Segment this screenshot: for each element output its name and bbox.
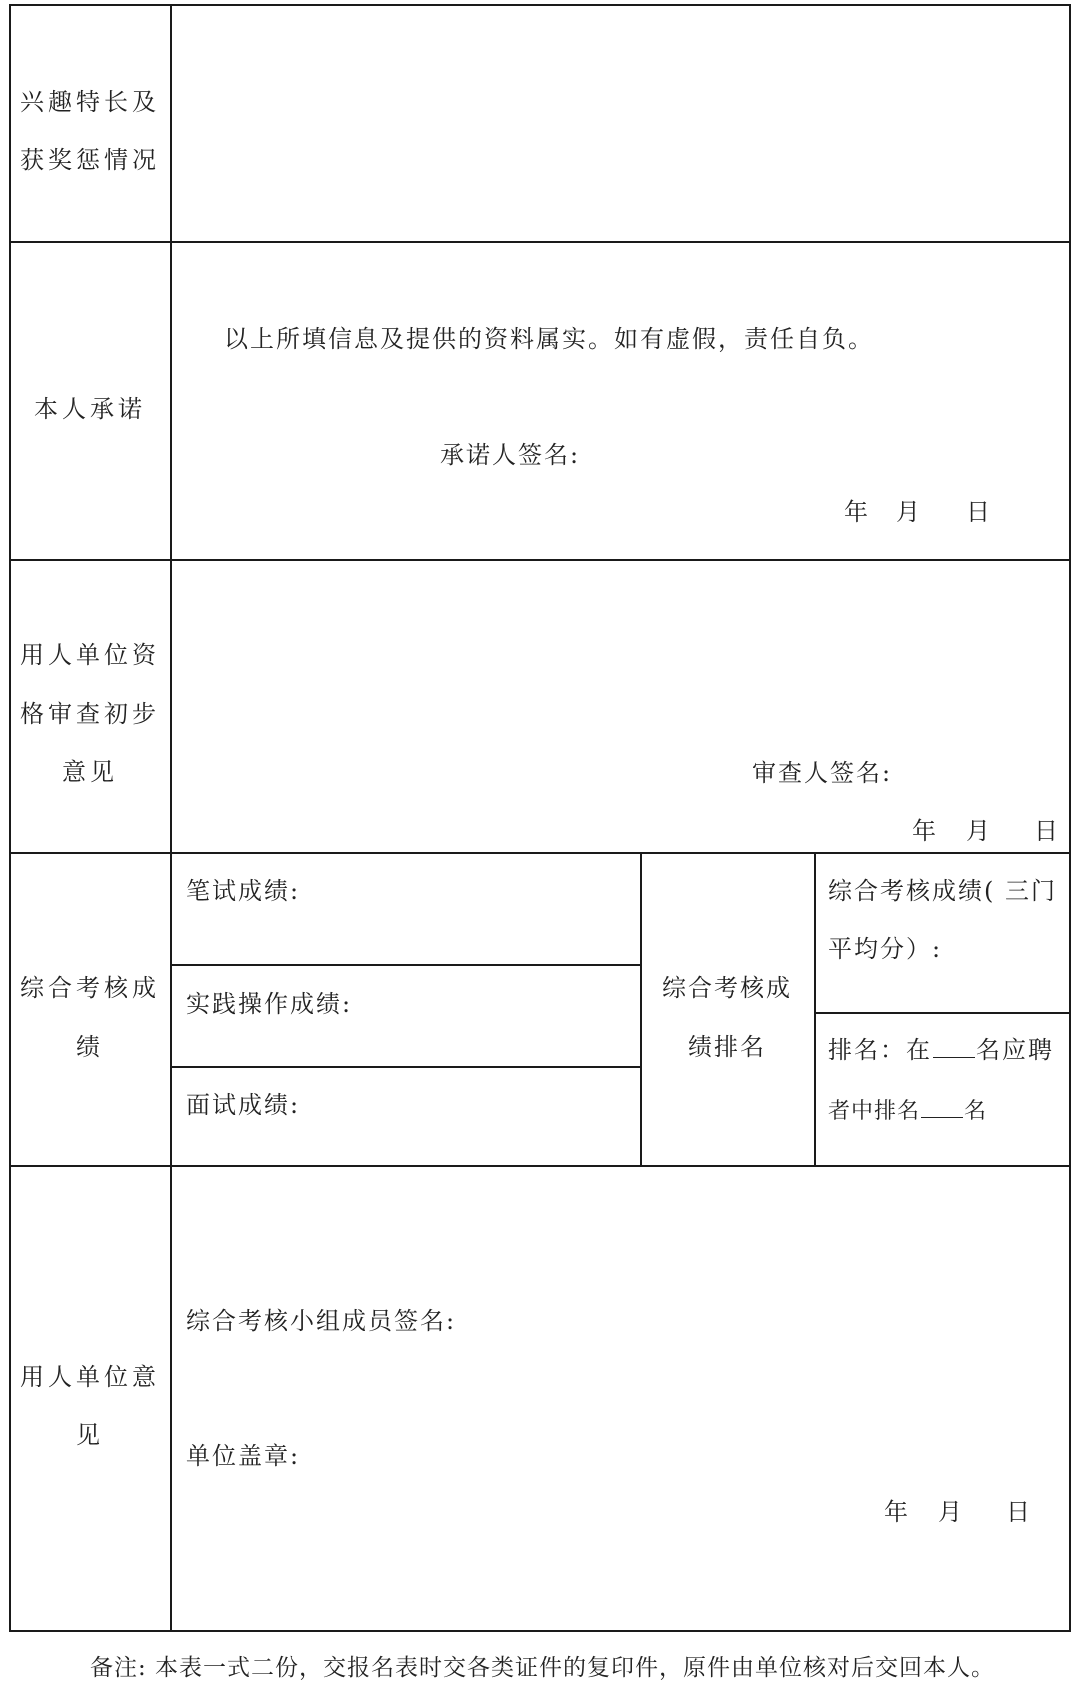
commitment-date-month: 月 (896, 498, 922, 526)
practical-score-field[interactable]: 实践操作成绩: (186, 990, 353, 1018)
review-date-year: 年 (912, 817, 938, 845)
opinion-date-month: 月 (938, 1498, 964, 1526)
average-score-label-line1: 综合考核成绩( 三门 (828, 877, 1057, 905)
panel-signature-field[interactable] (470, 1300, 970, 1340)
rank-sentence-line1 (828, 1036, 1054, 1064)
review-content-cell[interactable] (175, 565, 1065, 745)
opinion-date-day: 日 (1006, 1498, 1032, 1526)
rank-label-line1: 综合考核成 (662, 974, 792, 1002)
commitment-date-year: 年 (844, 498, 870, 526)
panel-signature-label: 综合考核小组成员签名: (186, 1307, 457, 1335)
interview-score-field[interactable]: 面试成绩: (186, 1091, 301, 1119)
review-label-line1: 用人单位资 (20, 641, 160, 669)
unit-seal-label: 单位盖章: (186, 1442, 301, 1470)
score-rank-divider-right (814, 852, 816, 1166)
interests-content-cell[interactable] (175, 10, 1065, 236)
rank-text-part4: 名 (964, 1099, 988, 1124)
average-score-label-line2: 平均分）: (828, 935, 943, 963)
table-border-right (1069, 4, 1071, 1631)
interests-label-line1: 兴趣特长及 (20, 88, 160, 116)
opinion-date-year: 年 (884, 1498, 910, 1526)
review-label-line2: 格审查初步 (20, 700, 160, 728)
applicant-count-blank[interactable] (933, 1037, 975, 1058)
scores-label-line1: 综合考核成 (20, 974, 160, 1002)
rank-sentence-line2 (828, 1097, 987, 1126)
written-score-field[interactable]: 笔试成绩: (186, 877, 301, 905)
label-column-divider (170, 4, 172, 1631)
commitment-signer-label: 承诺人签名: (440, 441, 581, 469)
score-divider-written (170, 964, 641, 966)
score-divider-practical (170, 1066, 641, 1068)
scores-label-line2: 绩 (76, 1033, 104, 1061)
rank-position-blank[interactable] (921, 1097, 963, 1118)
commitment-signature-field[interactable] (582, 436, 882, 472)
rank-label-line2: 绩排名 (688, 1033, 766, 1061)
table-border-top (9, 4, 1071, 6)
commitment-date-day: 日 (966, 498, 992, 526)
review-date-day: 日 (1034, 817, 1060, 845)
score-average-divider (814, 1012, 1070, 1014)
score-rank-divider-left (640, 852, 642, 1166)
interests-label-line2: 获奖惩情况 (20, 146, 160, 174)
commitment-label: 本人承诺 (34, 395, 146, 423)
row-divider-1 (9, 241, 1071, 243)
unit-seal-field[interactable] (310, 1436, 810, 1476)
rank-text-part3: 者中排名 (828, 1099, 921, 1124)
rank-text-part1: 排名：在 (828, 1036, 932, 1064)
review-date-month: 月 (966, 817, 992, 845)
reviewer-signature-label: 审查人签名: (752, 759, 893, 787)
rank-text-part2: 名应聘 (976, 1036, 1054, 1064)
row-divider-2 (9, 559, 1071, 561)
table-border-bottom (9, 1630, 1071, 1632)
table-border-left (9, 4, 11, 1631)
review-label-line3: 意见 (62, 758, 118, 786)
commitment-statement: 以上所填信息及提供的资料属实。如有虚假，责任自负。 (224, 325, 874, 353)
footer-note: 备注: 本表一式二份，交报名表时交各类证件的复印件，原件由单位核对后交回本人。 (90, 1655, 996, 1681)
row-divider-4 (9, 1165, 1071, 1167)
employer-opinion-label-line2: 见 (76, 1421, 104, 1449)
employer-opinion-label-line1: 用人单位意 (20, 1363, 160, 1391)
row-divider-3 (9, 852, 1071, 854)
